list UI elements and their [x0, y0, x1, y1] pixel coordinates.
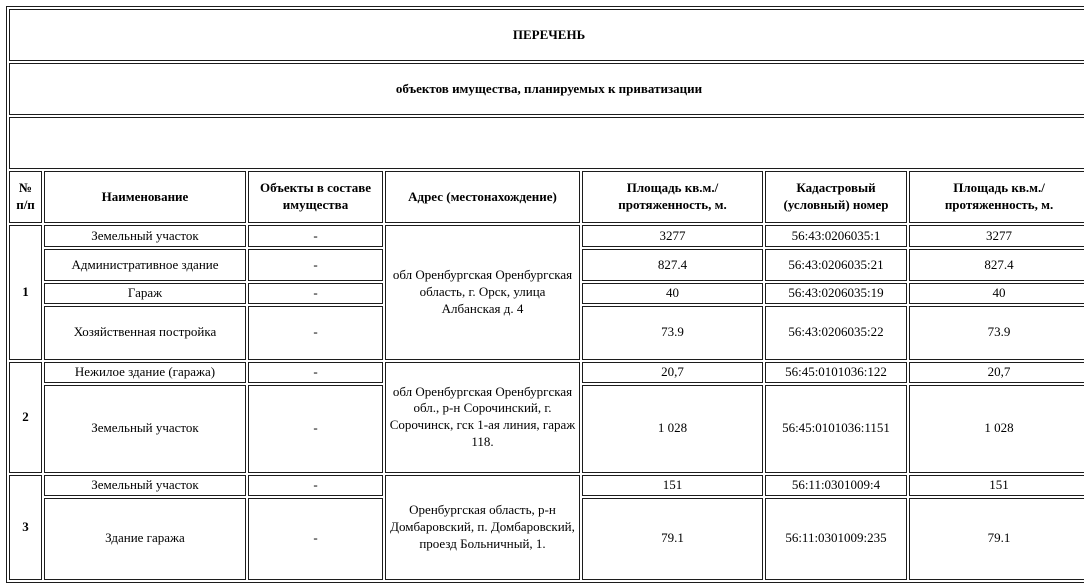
area-cell: 20,7: [582, 362, 763, 383]
name-cell: Гараж: [44, 283, 246, 304]
cadastral-cell: 56:11:0301009:235: [765, 498, 907, 580]
name-cell: Хозяйственная постройка: [44, 306, 246, 360]
objects-cell: -: [248, 306, 383, 360]
table-body: [9, 225, 1084, 580]
spacer-cell: [9, 117, 1084, 169]
address-cell: обл Оренбургская Оренбургская обл., р-н Сорочинский, г. Сорочинск, гск 1-ая линия, гараж 118.: [385, 362, 580, 473]
objects-cell: -: [248, 475, 383, 496]
cadastral-cell: 56:43:0206035:22: [765, 306, 907, 360]
cadastral-cell: 56:43:0206035:1: [765, 225, 907, 247]
page-title: ПЕРЕЧЕНЬ: [9, 9, 1084, 61]
table-header: [9, 9, 1084, 223]
area-cell: 827.4: [582, 249, 763, 281]
objects-cell: -: [248, 385, 383, 473]
area2-cell: 827.4: [909, 249, 1084, 281]
privatization-table: [6, 6, 1084, 583]
area2-cell: 79.1: [909, 498, 1084, 580]
table-row: [9, 475, 1084, 496]
area-cell: 3277: [582, 225, 763, 247]
col-header-area: Площадь кв.м./ протяженность, м.: [582, 171, 763, 223]
objects-cell: -: [248, 249, 383, 281]
col-header-cadastral: Кадастровый (условный) номер: [765, 171, 907, 223]
area2-cell: 151: [909, 475, 1084, 496]
title-row: [9, 9, 1084, 61]
area-cell: 40: [582, 283, 763, 304]
area2-cell: 20,7: [909, 362, 1084, 383]
col-header-objects: Объекты в составе имущества: [248, 171, 383, 223]
subtitle-row: [9, 63, 1084, 115]
col-header-address: Адрес (местонахождение): [385, 171, 580, 223]
area-cell: 1 028: [582, 385, 763, 473]
objects-cell: -: [248, 362, 383, 383]
area-cell: 73.9: [582, 306, 763, 360]
col-header-number: № п/п: [9, 171, 42, 223]
col-header-name: Наименование: [44, 171, 246, 223]
objects-cell: -: [248, 498, 383, 580]
address-cell: обл Оренбургская Оренбургская область, г. Орск, улица Албанская д. 4: [385, 225, 580, 360]
area2-cell: 3277: [909, 225, 1084, 247]
name-cell: Земельный участок: [44, 385, 246, 473]
table-row: [9, 362, 1084, 383]
name-cell: Нежилое здание (гаража): [44, 362, 246, 383]
page-subtitle: объектов имущества, планируемых к приватизации: [9, 63, 1084, 115]
cadastral-cell: 56:45:0101036:122: [765, 362, 907, 383]
cadastral-cell: 56:43:0206035:19: [765, 283, 907, 304]
col-header-area2: Площадь кв.м./ протяженность, м.: [909, 171, 1084, 223]
area2-cell: 1 028: [909, 385, 1084, 473]
group-number-cell: 2: [9, 362, 42, 473]
group-number-cell: 1: [9, 225, 42, 360]
name-cell: Административное здание: [44, 249, 246, 281]
column-header-row: [9, 171, 1084, 223]
address-cell: Оренбургская область, р-н Домбаровский, п. Домбаровский, проезд Больничный, 1.: [385, 475, 580, 580]
area2-cell: 73.9: [909, 306, 1084, 360]
area2-cell: 40: [909, 283, 1084, 304]
spacer-row: [9, 117, 1084, 169]
group-number-cell: 3: [9, 475, 42, 580]
cadastral-cell: 56:45:0101036:1151: [765, 385, 907, 473]
cadastral-cell: 56:43:0206035:21: [765, 249, 907, 281]
area-cell: 151: [582, 475, 763, 496]
objects-cell: -: [248, 283, 383, 304]
area-cell: 79.1: [582, 498, 763, 580]
objects-cell: -: [248, 225, 383, 247]
name-cell: Здание гаража: [44, 498, 246, 580]
name-cell: Земельный участок: [44, 475, 246, 496]
table-row: [9, 225, 1084, 247]
cadastral-cell: 56:11:0301009:4: [765, 475, 907, 496]
name-cell: Земельный участок: [44, 225, 246, 247]
